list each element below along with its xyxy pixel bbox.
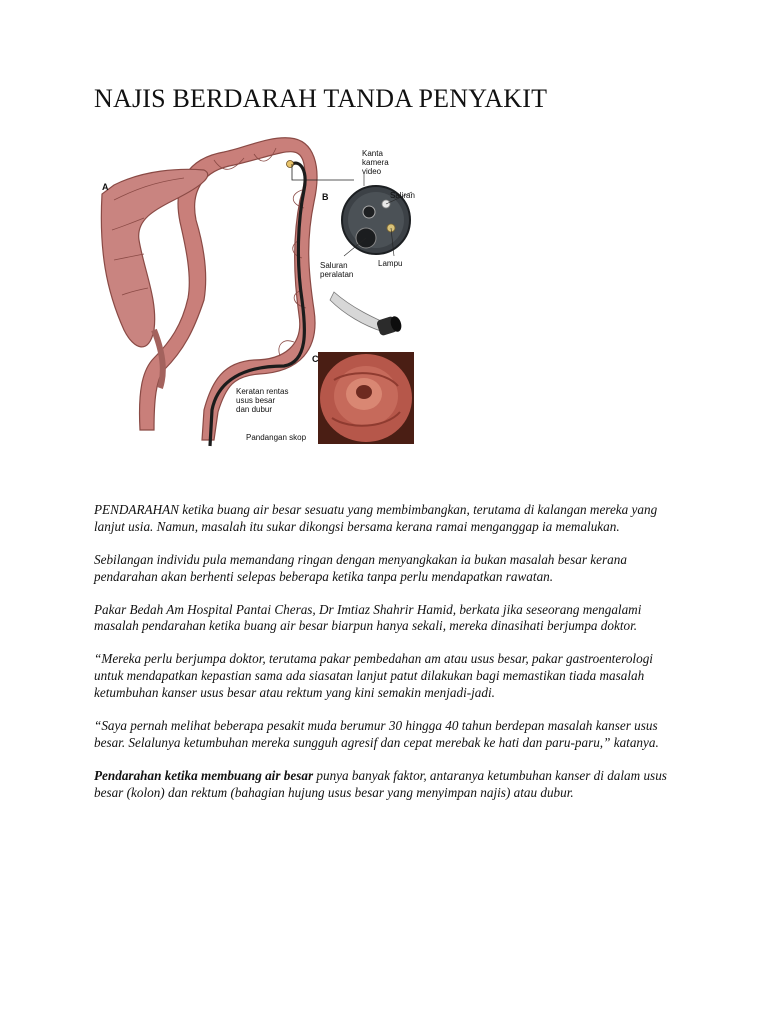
paragraph (94, 651, 684, 701)
paragraph-text: Pakar Bedah Am Hospital Pantai Cheras, Dr Imtiaz Shahrir Hamid, berkata jika seseorang mengalami masalah pendarahan ketika buang air besar biarpun hanya sekali, mereka dinasihati berjumpa doktor. (94, 601, 642, 634)
paragraph-text: punya banyak faktor, antaranya ketumbuhan kanser di dalam usus besar (kolon) dan rektum (bahagian hujung usus besar yang menyimpan najis) atau dubur. (94, 767, 667, 800)
figure-label-b: B (322, 192, 329, 202)
label-lampu: Lampu (378, 259, 403, 268)
label-video: video (362, 167, 382, 176)
article-body (94, 502, 684, 817)
label-usus-besar: usus besar (236, 396, 276, 405)
paragraph-bold-lead: Pendarahan ketika membuang air besar (94, 767, 314, 783)
paragraph (94, 768, 684, 802)
label-peralatan: peralatan (320, 270, 354, 279)
colon-diagram (94, 130, 430, 450)
paragraph-text: “Mereka perlu berjumpa doktor, terutama pakar pembedahan am atau usus besar, pakar gastroenterologi untuk mendapatkan kepastian sama ada siasatan lanjut patut dilakukan bagi memastikan tiada masalah ketumbuhan kanser usus besar atau rektum yang kini semakin menjadi-jadi. (94, 651, 653, 700)
label-kamera: kamera (362, 158, 389, 167)
label-pandangan: Pandangan skop (246, 433, 307, 442)
paragraph (94, 718, 684, 752)
paragraph (94, 552, 684, 586)
colonoscopy-illustration (94, 130, 430, 450)
paragraph (94, 502, 684, 536)
colon-image (101, 138, 317, 446)
scope-head (330, 292, 403, 336)
label-dubur: dan dubur (236, 405, 273, 414)
figure-label-a: A (102, 182, 109, 192)
paragraph (94, 602, 684, 636)
paragraph-text: “Saya pernah melihat beberapa pesakit muda berumur 30 hingga 40 tahun berdepan masalah kanser usus besar. Selalunya ketumbuhan mereka sungguh agresif dan cepat merebak ke hati dan paru-paru,” katanya. (94, 717, 659, 750)
figure-label-c: C (312, 354, 319, 364)
paragraph-text: Sebilangan individu pula memandang ringan dengan menyangkakan ia bukan masalah besar kerana pendarahan akan berhenti selepas beberapa ketika tanpa perlu mendapatkan rawatan. (94, 551, 627, 584)
paragraph-text: PENDARAHAN ketika buang air besar sesuatu yang membimbangkan, terutama di kalangan mereka yang lanjut usia. Namun, masalah itu sukar dikongsi bersama kerana ramai menganggap ia memalukan. (94, 502, 658, 534)
page-title: NAJIS BERDARAH TANDA PENYAKIT (94, 84, 548, 113)
label-kanta: Kanta (362, 149, 383, 158)
label-saluran: Saluran (320, 261, 348, 270)
scope-view-image (318, 352, 414, 444)
label-saliran: Saliran (390, 191, 415, 200)
label-keratan: Keratan rentas (236, 387, 289, 396)
scope-tip-detail (342, 174, 412, 256)
